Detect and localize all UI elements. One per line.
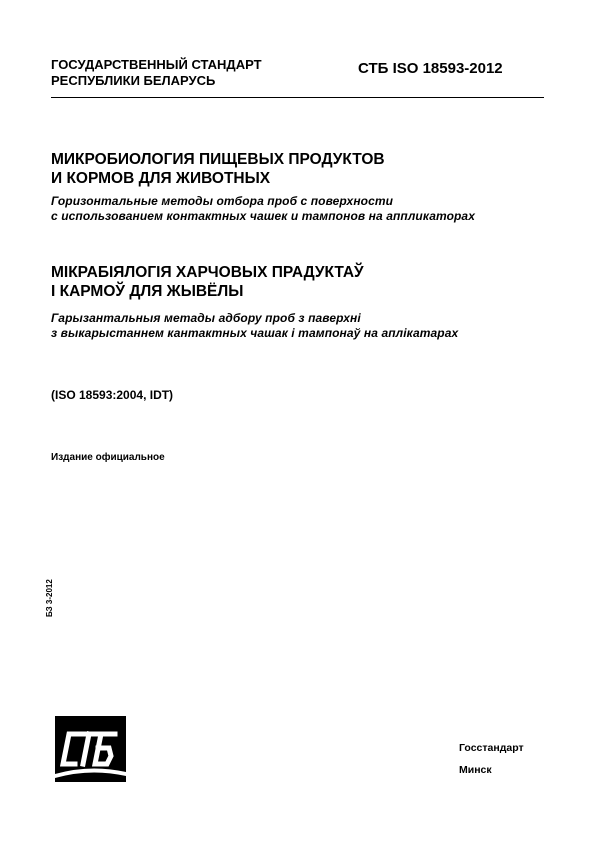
title-ru-line-1: МИКРОБИОЛОГИЯ ПИЩЕВЫХ ПРОДУКТОВ: [51, 151, 385, 168]
header-divider: [51, 97, 544, 98]
header-organization: [51, 57, 262, 89]
subtitle-ru: [51, 194, 475, 224]
title-ru: [51, 150, 385, 188]
org-line-2: РЕСПУБЛИКИ БЕЛАРУСЬ: [51, 73, 216, 88]
edition-label: Издание официальное: [51, 452, 165, 463]
side-code: БЗ 3-2012: [45, 579, 54, 617]
standard-designation: СТБ ISO 18593-2012: [358, 60, 503, 77]
publisher-name: Госстандарт: [459, 742, 524, 754]
title-ru-line-2: И КОРМОВ ДЛЯ ЖИВОТНЫХ: [51, 170, 271, 187]
subtitle-by-line-2: з выкарыстаннем кантактных чашак і тампонаў на аплікатарах: [51, 326, 459, 340]
iso-reference: (ISO 18593:2004, IDT): [51, 388, 174, 402]
subtitle-ru-line-2: с использованием контактных чашек и тампонов на аппликаторах: [51, 209, 475, 223]
title-by: [51, 263, 364, 301]
org-line-1: ГОСУДАРСТВЕННЫЙ СТАНДАРТ: [51, 57, 262, 72]
title-by-line-1: МІКРАБІЯЛОГІЯ ХАРЧОВЫХ ПРАДУКТАЎ: [51, 264, 364, 281]
subtitle-by: [51, 311, 458, 341]
subtitle-by-line-1: Гарызантальныя метады адбору проб з паверхні: [51, 311, 361, 325]
subtitle-ru-line-1: Горизонтальные методы отбора проб с поверхности: [51, 194, 394, 208]
publisher-city: Минск: [459, 764, 492, 776]
title-by-line-2: І КАРМОЎ ДЛЯ ЖЫВЁЛЫ: [51, 283, 244, 300]
stb-logo-icon: [55, 716, 126, 782]
